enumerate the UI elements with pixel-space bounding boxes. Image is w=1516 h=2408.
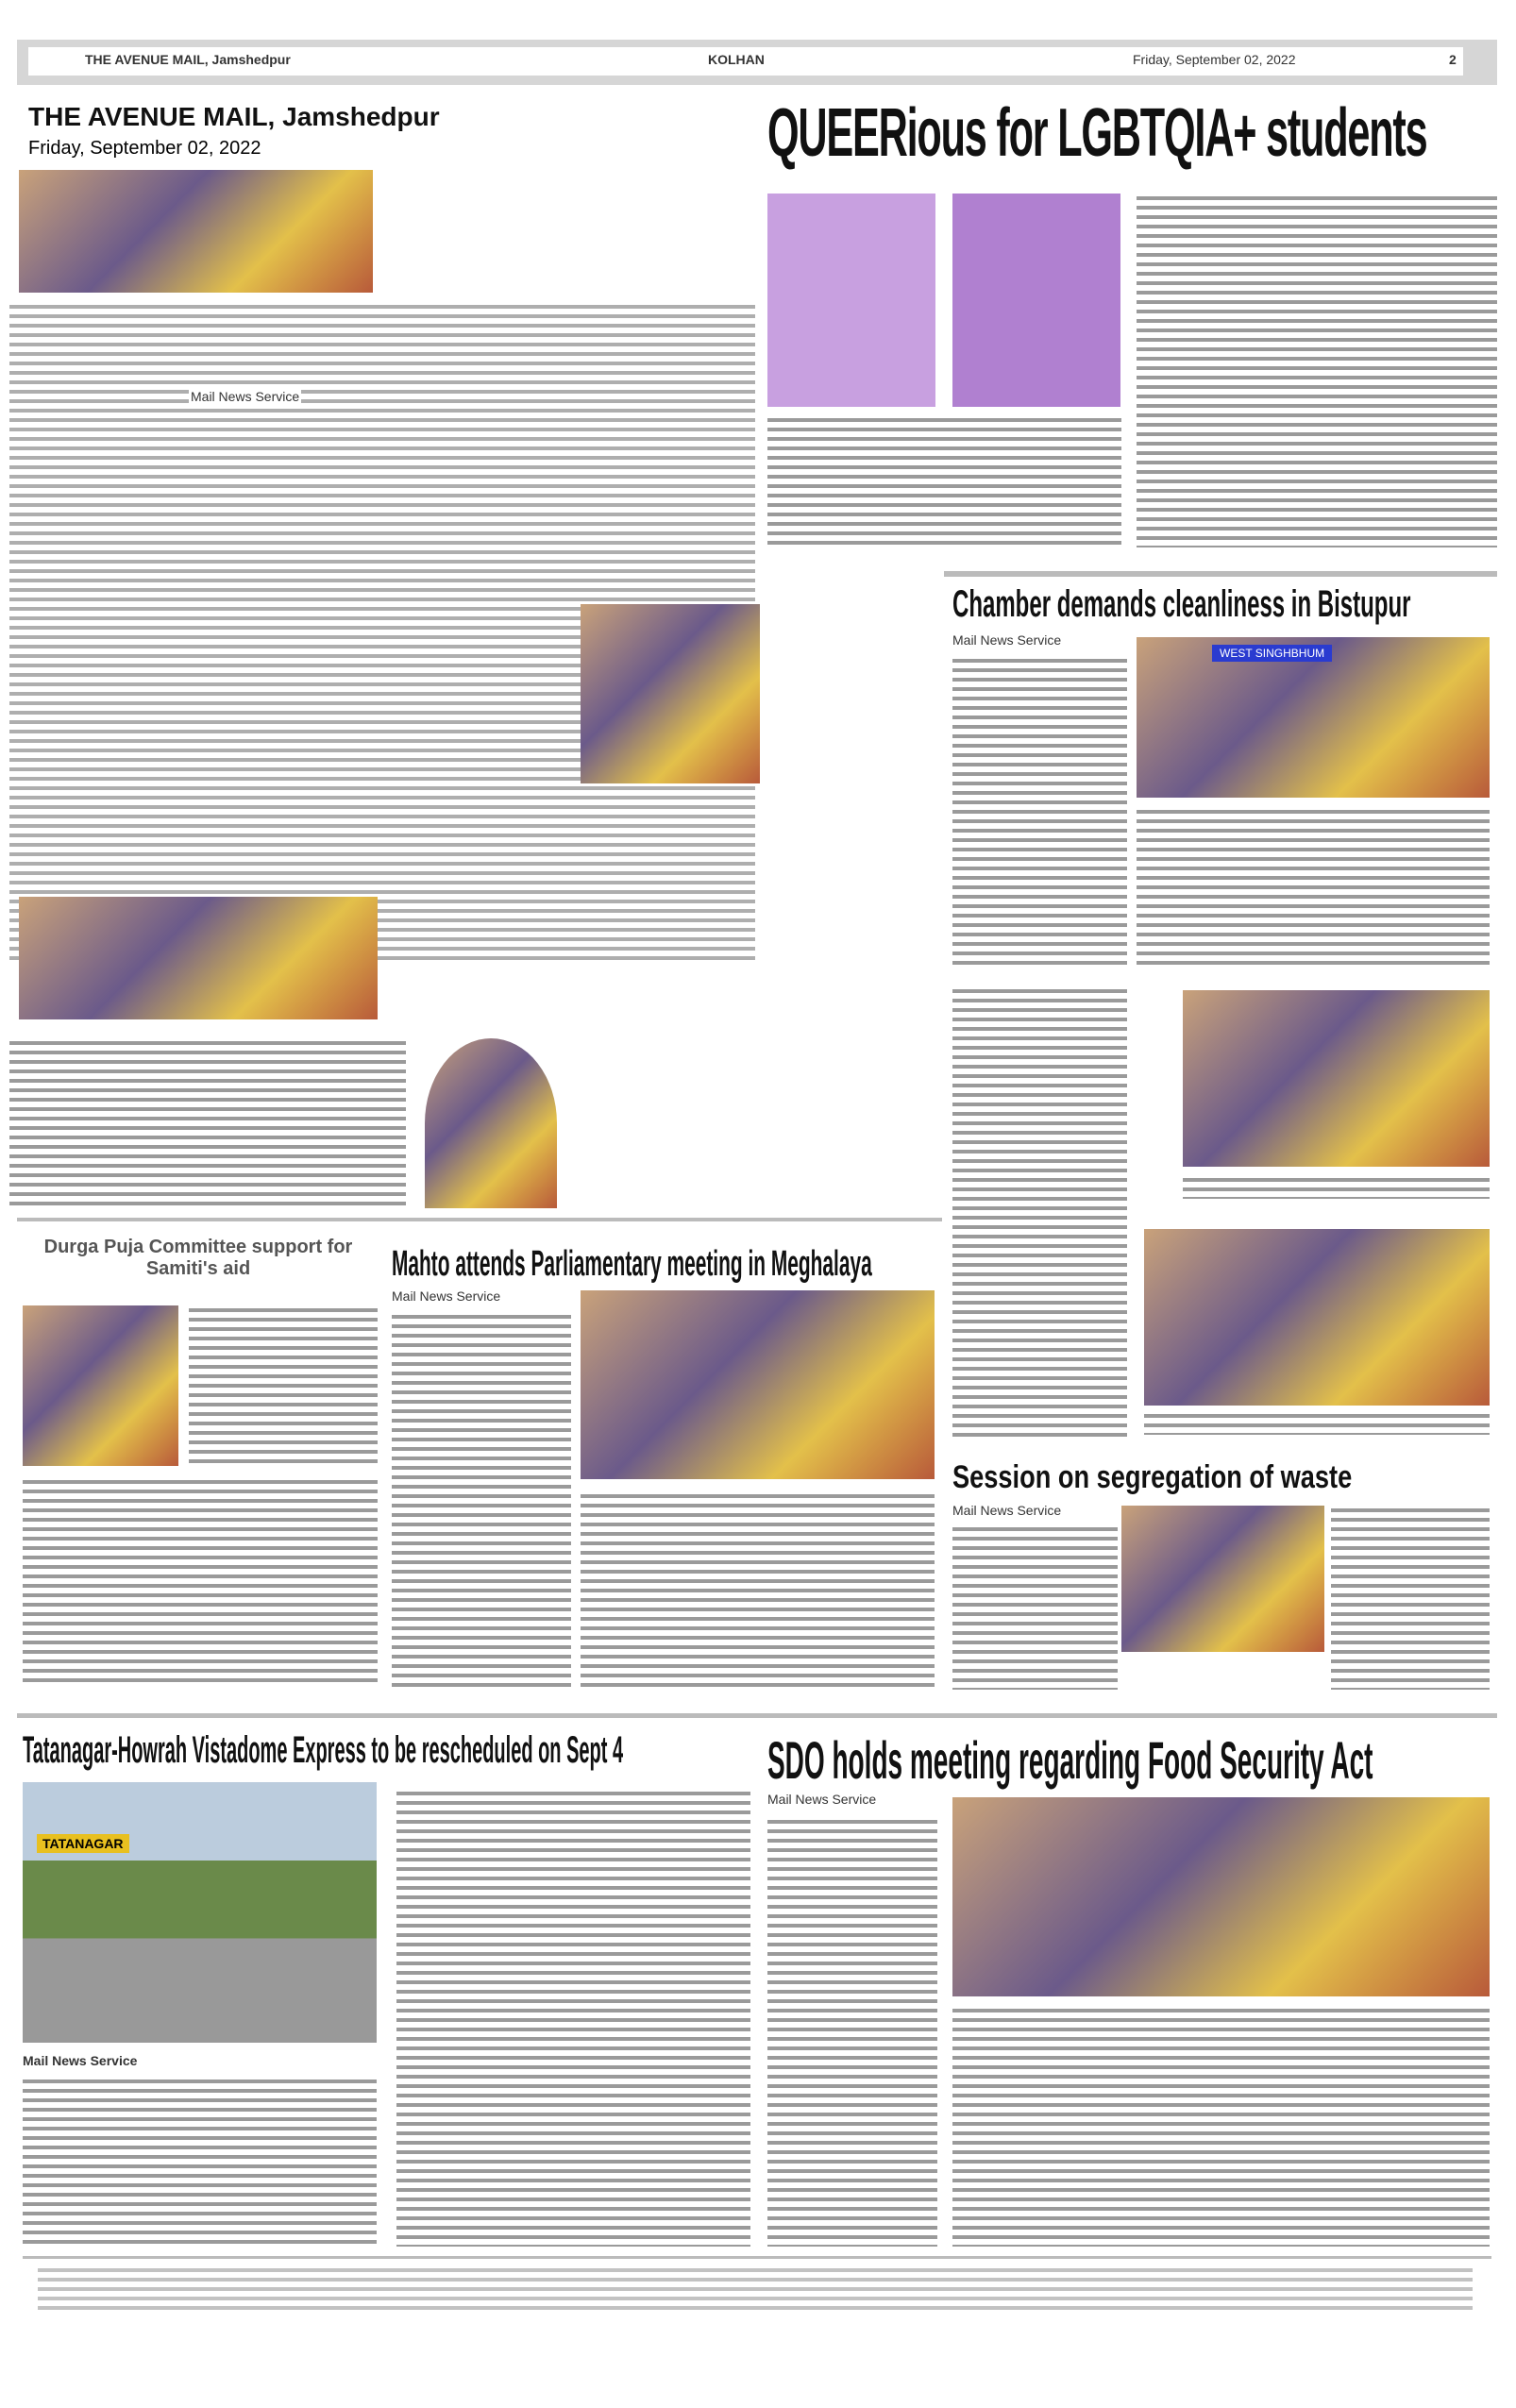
body-text	[392, 1312, 571, 1690]
photo-portrait	[425, 1038, 557, 1208]
headline-durga: Durga Puja Committee support for Samiti's aid	[43, 1237, 353, 1279]
photo-chamber	[1137, 637, 1490, 798]
byline: Mail News Service	[952, 632, 1062, 648]
caption	[1144, 1411, 1490, 1435]
photo-train	[23, 1782, 377, 2043]
photo-sdo-meeting	[952, 1797, 1490, 1996]
photo-durga	[23, 1305, 178, 1466]
divider	[23, 2256, 1491, 2259]
headline-sdo: SDO holds meeting regarding Food Security Act	[767, 1730, 1373, 1790]
divider	[17, 1713, 1497, 1718]
body-text	[767, 415, 1121, 547]
headline-queerious: QUEERious for LGBTQIA+ students	[767, 95, 1427, 171]
headline-meghalaya: Mahto attends Parliamentary meeting in Meghalaya	[392, 1244, 872, 1284]
photo-waste	[1121, 1506, 1324, 1652]
overlay-date: Friday, September 02, 2022	[28, 138, 261, 159]
byline: Mail News Service	[952, 1503, 1062, 1518]
left-top-article	[0, 94, 760, 1213]
body-text	[767, 1817, 937, 2247]
masthead: THE AVENUE MAIL, Jamshedpur	[85, 52, 291, 67]
divider	[17, 1218, 942, 1221]
byline: Mail News Service	[392, 1288, 501, 1304]
headline-chamber: Chamber demands cleanliness in Bistupur	[952, 583, 1411, 625]
body-text	[23, 2077, 377, 2247]
body-text	[396, 1789, 750, 2247]
headline-waste: Session on segregation of waste	[952, 1459, 1353, 1495]
photo-group	[19, 170, 373, 293]
section-name: KOLHAN	[708, 52, 765, 67]
byline: Mail News Service	[23, 2053, 138, 2068]
overlay-masthead: THE AVENUE MAIL, Jamshedpur	[28, 102, 440, 131]
station-sign: TATANAGAR	[37, 1834, 129, 1853]
body-text	[952, 2006, 1490, 2247]
body-text	[23, 1477, 378, 1685]
byline: Mail News Service	[767, 1792, 877, 1807]
divider	[944, 571, 1497, 577]
headline-tatanagar: Tatanagar-Howrah Vistadome Express to be rescheduled on Sept 4	[23, 1729, 624, 1771]
header-date: Friday, September 02, 2022	[1133, 52, 1296, 67]
body-text	[952, 986, 1127, 1440]
body-text	[9, 1038, 406, 1208]
photo-speaker-1	[767, 194, 935, 407]
photo-meeting	[19, 897, 378, 1019]
body-text	[1137, 194, 1497, 547]
caption	[1183, 1175, 1490, 1199]
body-text	[1331, 1506, 1490, 1690]
body-text	[952, 1524, 1118, 1690]
byline: Mail News Service	[191, 389, 300, 404]
imprint-footer	[38, 2265, 1473, 2313]
body-text	[952, 656, 1127, 968]
photo-speaker-2	[952, 194, 1120, 407]
photo-large	[581, 604, 760, 783]
banner-text: WEST SINGHBHUM	[1212, 645, 1332, 662]
body-text	[189, 1305, 378, 1466]
body-text	[1137, 807, 1490, 968]
photo-meeting-meghalaya	[581, 1290, 935, 1479]
photo-camp	[1144, 1229, 1490, 1406]
body-text	[581, 1491, 935, 1690]
photo-police	[1183, 990, 1490, 1167]
page-number: 2	[1449, 52, 1457, 67]
